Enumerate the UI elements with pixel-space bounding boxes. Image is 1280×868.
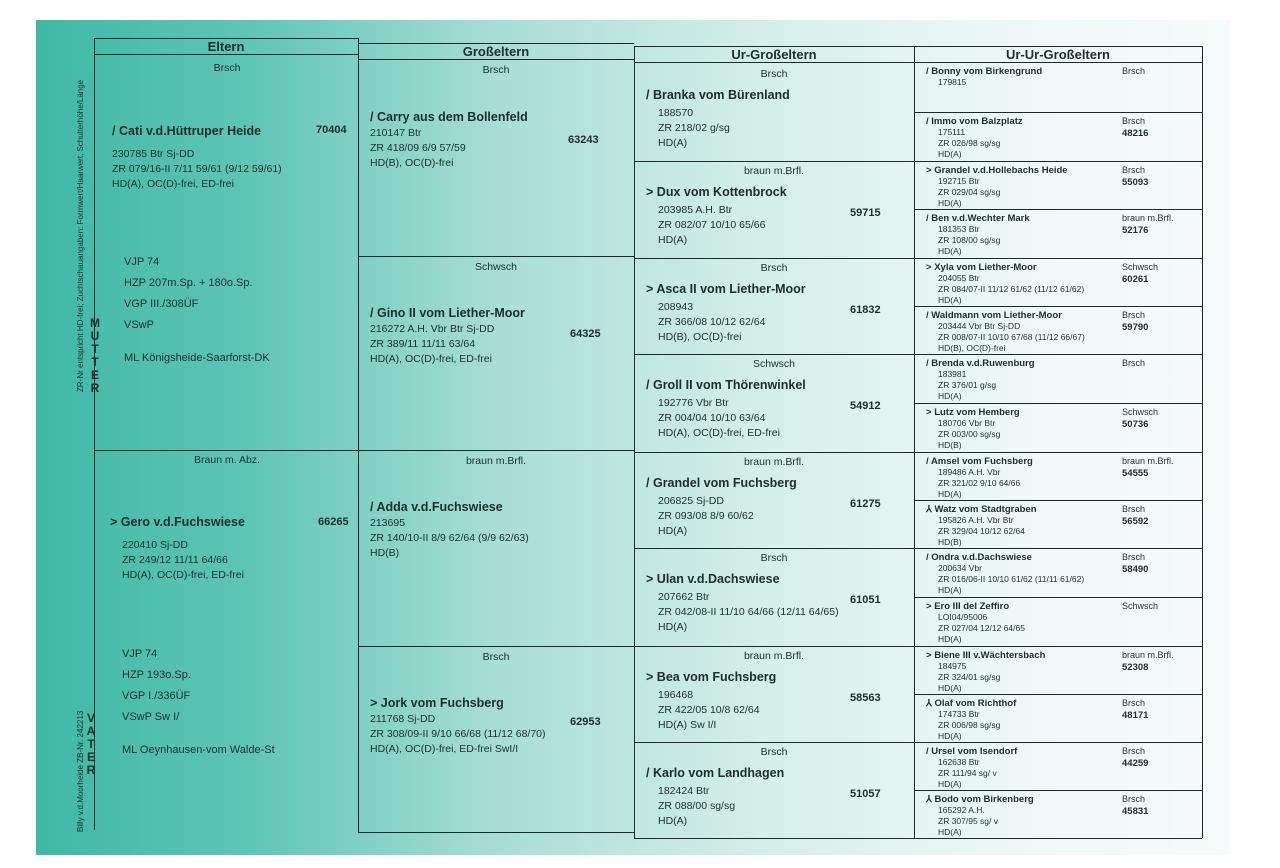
dog-number: 58563 — [850, 692, 881, 704]
dog-name: / Bonny vom Birkengrund — [926, 66, 1043, 77]
coat-color: Brsch — [213, 62, 241, 74]
coat-color: braun m.Brfl. — [1122, 213, 1174, 223]
great-great-grandparent-entry — [916, 308, 1200, 354]
dog-name: > Xyla vom Liether-Moor — [926, 262, 1037, 273]
reg-line: 182424 Btr — [658, 785, 710, 797]
header-grandparents: Großeltern — [358, 43, 634, 60]
dog-name: / Karlo vom Landhagen — [646, 766, 785, 780]
dog-name: / Brenda v.d.Ruwenburg — [926, 358, 1035, 369]
reg-line: 206825 Sj-DD — [658, 495, 724, 507]
header-great-great-grandparents: Ur-Ur-Großeltern — [914, 46, 1202, 63]
dog-number: 59715 — [850, 207, 881, 219]
test-hzp: HZP 193o.Sp. — [122, 669, 191, 681]
great-grandparent-entry — [636, 163, 912, 257]
zr-line: ZR 218/02 g/sg — [658, 122, 730, 134]
zr-line: ZR 140/10-II 8/9 62/64 (9/9 62/63) — [370, 532, 529, 544]
coat-color: Brsch — [1122, 504, 1146, 514]
great-great-grandparent-entry — [916, 163, 1200, 209]
grandparent-entry — [360, 648, 632, 832]
health-line: HD(A), OC(D)-frei, ED-frei SwI/I — [370, 743, 519, 755]
zr-line: ZR 029/04 sg/sg — [938, 187, 1001, 197]
health-line: HD(A) — [938, 585, 962, 595]
reg-line: 196468 — [658, 689, 694, 701]
great-great-grandparent-entry — [916, 696, 1200, 742]
health-line: HD(A), OC(D)-frei, ED-frei — [658, 427, 780, 439]
zr-line: ZR 027/04 12/12 64/65 — [938, 623, 1025, 633]
coat-color: braun m.Brfl. — [1122, 650, 1174, 660]
coat-color: Brsch — [1122, 165, 1146, 175]
dog-name: / Adda v.d.Fuchswiese — [370, 500, 503, 514]
dog-name: / Amsel vom Fuchsberg — [926, 456, 1033, 467]
dog-name: > Gero v.d.Fuchswiese — [110, 515, 245, 529]
zr-line: ZR 324/01 sg/sg — [938, 672, 1001, 682]
dog-number: 70404 — [316, 124, 347, 136]
reg-line: 200634 Vbr — [938, 563, 982, 573]
coat-color: Braun m. Abz. — [194, 454, 260, 466]
zr-line: ZR 008/07-II 10/10 67/68 (11/12 66/67) — [938, 332, 1085, 342]
coat-color: Brsch — [760, 262, 788, 274]
dog-name: > Dux vom Kottenbrock — [646, 185, 787, 199]
great-great-grandparent-entry — [916, 550, 1200, 596]
health-line: HD(B), OC(D)-frei — [938, 343, 1006, 353]
great-grandparent-entry — [636, 648, 912, 741]
dog-name: > Asca II vom Liether-Moor — [646, 282, 806, 296]
health-line: HD(B) — [370, 547, 400, 559]
coat-color: Schwsch — [1122, 601, 1159, 611]
reg-line: 184975 — [938, 661, 967, 671]
zr-line: ZR 111/94 sg/ v — [938, 768, 997, 778]
dog-name: > Jork vom Fuchsberg — [370, 696, 504, 710]
great-great-grandparent-entry — [916, 648, 1200, 694]
zr-line: ZR 308/09-II 9/10 66/68 (11/12 68/70) — [370, 728, 546, 740]
great-great-grandparent-entry — [916, 454, 1200, 500]
health-line: HD(A) — [938, 391, 962, 401]
reg-line: 183981 — [938, 369, 967, 379]
great-grandparent-entry — [636, 454, 912, 547]
dog-name: / Ursel vom Isendorf — [926, 746, 1018, 757]
dog-number: 56592 — [1122, 516, 1149, 527]
health-line: HD(A), OC(D)-frei, ED-frei — [112, 178, 234, 190]
parent-mother — [96, 60, 358, 448]
zr-line: ZR 084/07-II 11/12 61/62 (11/12 61/62) — [938, 284, 1085, 294]
coat-color: braun m.Brfl. — [1122, 456, 1174, 466]
zr-line: ZR 088/00 sg/sg — [658, 800, 736, 812]
dog-number: 62953 — [570, 716, 601, 728]
coat-color: Brsch — [760, 746, 788, 758]
health-line: HD(A) — [938, 827, 962, 837]
health-line: HD(A), OC(D)-frei, ED-frei — [122, 569, 244, 581]
dog-number: 59790 — [1122, 322, 1149, 333]
dog-name: ⅄ Olaf vom Richthof — [926, 698, 1017, 709]
great-grandparent-entry — [636, 260, 912, 353]
test-hzp: HZP 207m.Sp. + 180o.Sp. — [124, 277, 253, 289]
reg-line: 192776 Vbr Btr — [658, 397, 729, 409]
health-line: HD(B) — [938, 537, 962, 547]
great-grandparent-entry — [636, 744, 912, 837]
coat-color: Brsch — [760, 552, 788, 564]
grandparent-entry — [360, 62, 632, 254]
coat-color: Brsch — [1122, 794, 1146, 804]
great-great-grandparent-entry — [916, 599, 1200, 645]
coat-color: Schwsch — [1122, 262, 1159, 272]
zr-line: ZR 249/12 11/11 64/66 — [122, 554, 228, 566]
zr-line: ZR 307/95 sg/ v — [938, 816, 999, 826]
reg-line: 211768 Sj-DD — [370, 713, 436, 725]
dog-name: / Waldmann vom Liether-Moor — [926, 310, 1062, 321]
dog-name: ⅄ Watz vom Stadtgraben — [926, 504, 1037, 515]
dog-name: > Ulan v.d.Dachswiese — [646, 572, 780, 586]
reg-line: 208943 — [658, 301, 694, 313]
dog-number: 44259 — [1122, 758, 1149, 769]
zr-line: ZR 003/00 sg/sg — [938, 429, 1001, 439]
test-vswp: VSwP Sw I/ — [122, 711, 180, 723]
health-line: HD(A), OC(D)-frei, ED-frei — [370, 353, 492, 365]
coat-color: Brsch — [1122, 698, 1146, 708]
coat-color: braun m.Brfl. — [743, 165, 805, 177]
dog-name: > Grandel v.d.Hollebachs Heide — [926, 165, 1068, 176]
health-line: HD(A) — [938, 246, 962, 256]
dog-number: 48216 — [1122, 128, 1149, 139]
great-great-grandparent-entry — [916, 64, 1200, 110]
coat-color: Schwsch — [474, 261, 517, 273]
pedigree-sheet — [36, 20, 1230, 855]
dog-number: 61275 — [850, 498, 881, 510]
zr-line: ZR 366/08 10/12 62/64 — [658, 316, 766, 328]
zr-line: ZR 016/06-II 10/10 61/62 (11/11 61/62) — [938, 574, 1085, 584]
dog-name: > Ero III del Zeffiro — [926, 601, 1010, 612]
zr-line: ZR 321/02 9/10 64/66 — [938, 478, 1021, 488]
reg-line: 210147 Btr — [370, 127, 422, 139]
health-line: HD(A) — [938, 779, 962, 789]
dog-name: / Gino II vom Liether-Moor — [370, 306, 525, 320]
dog-name: > Bea vom Fuchsberg — [646, 670, 777, 684]
dog-number: 52176 — [1122, 225, 1149, 236]
dog-number: 55093 — [1122, 177, 1149, 188]
health-line: HD(A) — [938, 489, 962, 499]
ml-line: ML Königsheide-Saarforst-DK — [124, 352, 270, 364]
reg-line: 207662 Btr — [658, 591, 710, 603]
reg-line: 213695 — [370, 517, 406, 529]
health-line: HD(A) — [658, 621, 688, 633]
coat-color: Brsch — [1122, 310, 1146, 320]
zr-line: ZR 006/98 sg/sg — [938, 720, 1001, 730]
reg-line: 195826 A.H. Vbr Btr — [938, 515, 1014, 525]
reg-line: 188570 — [658, 107, 694, 119]
reg-line: 216272 A.H. Vbr Btr Sj-DD — [370, 323, 495, 335]
health-line: HD(A) — [658, 815, 688, 827]
reg-line: 203444 Vbr Btr Sj-DD — [938, 321, 1021, 331]
test-vjp: VJP 74 — [122, 648, 158, 660]
great-grandparent-entry — [636, 356, 912, 450]
dog-number: 48171 — [1122, 710, 1149, 721]
ml-line: ML Oeynhausen-vom Walde-St — [122, 744, 275, 756]
mother-side-note: ZR-Nr entspricht HD-frei; Zuchtschauangaben: Formwert/Haarwert, Schulterhöhe/Länge — [76, 79, 85, 392]
grandparent-entry — [360, 452, 632, 644]
coat-color: Brsch — [1122, 116, 1146, 126]
great-great-grandparent-entry — [916, 405, 1200, 451]
health-line: HD(A) — [658, 234, 688, 246]
dog-number: 66265 — [318, 516, 349, 528]
coat-color: Schwsch — [752, 358, 795, 370]
reg-line: 220410 Sj-DD — [122, 539, 188, 551]
dog-number: 61051 — [850, 594, 881, 606]
zr-line: ZR 329/04 10/12 62/64 — [938, 526, 1025, 536]
zr-line: ZR 004/04 10/10 63/64 — [658, 412, 766, 424]
dog-name: > Lutz vom Hemberg — [926, 407, 1020, 418]
zr-line: ZR 389/11 11/11 63/64 — [370, 338, 476, 350]
test-vgp: VGP I./336ÜF — [122, 690, 191, 702]
dog-number: 64325 — [570, 328, 601, 340]
dog-name: / Groll II vom Thörenwinkel — [646, 378, 806, 392]
health-line: HD(B) — [938, 440, 962, 450]
great-great-grandparent-entry — [916, 502, 1200, 548]
reg-line: 192715 Btr — [938, 176, 980, 186]
dog-number: 60261 — [1122, 274, 1149, 285]
reg-line: 175111 — [938, 127, 966, 137]
reg-line: 204055 Btr — [938, 273, 980, 283]
health-line: HD(A) — [938, 634, 962, 644]
health-line: HD(B), OC(D)-frei — [658, 331, 742, 343]
zr-line: ZR 093/08 8/9 60/62 — [658, 510, 754, 522]
coat-color: Brsch — [482, 651, 510, 663]
father-side-note: Billy v.d.Moorheide ZB-Nr. 242213 — [76, 710, 85, 832]
zr-line: ZR 026/98 sg/sg — [938, 138, 1001, 148]
great-great-grandparent-entry — [916, 744, 1200, 790]
dog-number: 51057 — [850, 788, 881, 800]
zr-line: ZR 082/07 10/10 65/66 — [658, 219, 766, 231]
dog-name: / Ondra v.d.Dachswiese — [926, 552, 1032, 563]
test-vjp: VJP 74 — [124, 256, 160, 268]
dog-number: 54912 — [850, 400, 881, 412]
coat-color: Brsch — [1122, 66, 1146, 76]
health-line: HD(A) — [938, 731, 962, 741]
reg-line: 162638 Btr — [938, 757, 980, 767]
reg-line: 189486 A.H. Vbr — [938, 467, 1001, 477]
parent-father — [96, 452, 358, 832]
great-grandparent-entry — [636, 550, 912, 644]
great-great-grandparent-entry — [916, 211, 1200, 257]
test-vswp: VSwP — [124, 319, 154, 331]
reg-line: 165292 A.H. — [938, 805, 985, 815]
coat-color: Brsch — [1122, 746, 1146, 756]
great-great-grandparent-entry — [916, 260, 1200, 306]
dog-name: / Branka vom Bürenland — [646, 88, 790, 102]
dog-name: > Biene III v.Wächtersbach — [926, 650, 1046, 661]
zr-line: ZR 042/08-II 11/10 64/66 (12/11 64/65) — [658, 606, 839, 618]
dog-number: 58490 — [1122, 564, 1149, 575]
great-grandparent-entry — [636, 66, 912, 160]
coat-color: Brsch — [1122, 552, 1146, 562]
health-line: HD(B), OC(D)-frei — [370, 157, 454, 169]
reg-line: 203985 A.H. Btr — [658, 204, 733, 216]
coat-color: Brsch — [482, 64, 510, 76]
dog-name: ⅄ Bodo vom Birkenberg — [926, 794, 1034, 805]
health-line: HD(A) — [658, 525, 688, 537]
zr-line: ZR 376/01 g/sg — [938, 380, 997, 390]
health-line: HD(A) Sw I/I — [658, 719, 717, 731]
great-great-grandparent-entry — [916, 356, 1200, 402]
zr-line: ZR 418/09 6/9 57/59 — [370, 142, 466, 154]
test-vgp: VGP III./308ÜF — [124, 298, 199, 310]
dog-name: / Cati v.d.Hüttruper Heide — [112, 124, 262, 138]
dog-name: / Immo vom Balzplatz — [926, 116, 1023, 127]
great-great-grandparent-entry — [916, 114, 1200, 160]
mother-vertical-label: M U T T E R — [90, 316, 100, 395]
dog-number: 54555 — [1122, 468, 1149, 479]
dog-number: 45831 — [1122, 806, 1149, 817]
reg-line: 180706 Vbr Btr — [938, 418, 996, 428]
dog-number: 61832 — [850, 304, 881, 316]
coat-color: braun m.Brfl. — [743, 650, 805, 662]
zr-line: ZR 108/00 sg/sg — [938, 235, 1001, 245]
health-line: HD(A) — [938, 149, 962, 159]
zr-line: ZR 422/05 10/8 62/64 — [658, 704, 760, 716]
coat-color: Schwsch — [1122, 407, 1159, 417]
coat-color: braun m.Brfl. — [465, 455, 527, 467]
health-line: HD(A) — [938, 198, 962, 208]
father-vertical-label: V A T E R — [86, 711, 96, 777]
reg-line: 174733 Btr — [938, 709, 980, 719]
dog-number: 63243 — [568, 134, 599, 146]
coat-color: Brsch — [760, 68, 788, 80]
reg-line: LOI04/95006 — [938, 612, 988, 622]
reg-line: 230785 Btr Sj-DD — [112, 148, 195, 160]
dog-name: / Carry aus dem Bollenfeld — [370, 110, 528, 124]
header-parents: Eltern — [94, 38, 358, 55]
great-great-grandparent-entry — [916, 792, 1200, 838]
coat-color: Brsch — [1122, 358, 1146, 368]
reg-line: 179815 — [938, 77, 967, 87]
health-line: HD(A) — [938, 683, 962, 693]
reg-line: 181353 Btr — [938, 224, 980, 234]
zr-line: ZR 079/16-II 7/11 59/61 (9/12 59/61) — [112, 163, 282, 175]
coat-color: braun m.Brfl. — [743, 456, 805, 468]
dog-name: / Ben v.d.Wechter Mark — [926, 213, 1030, 224]
header-great-grandparents: Ur-Großeltern — [634, 46, 914, 63]
dog-number: 50736 — [1122, 419, 1149, 430]
dog-name: / Grandel vom Fuchsberg — [646, 476, 797, 490]
health-line: HD(A) — [938, 295, 962, 305]
dog-number: 52308 — [1122, 662, 1149, 673]
grandparent-entry — [360, 258, 632, 448]
health-line: HD(A) — [658, 137, 688, 149]
